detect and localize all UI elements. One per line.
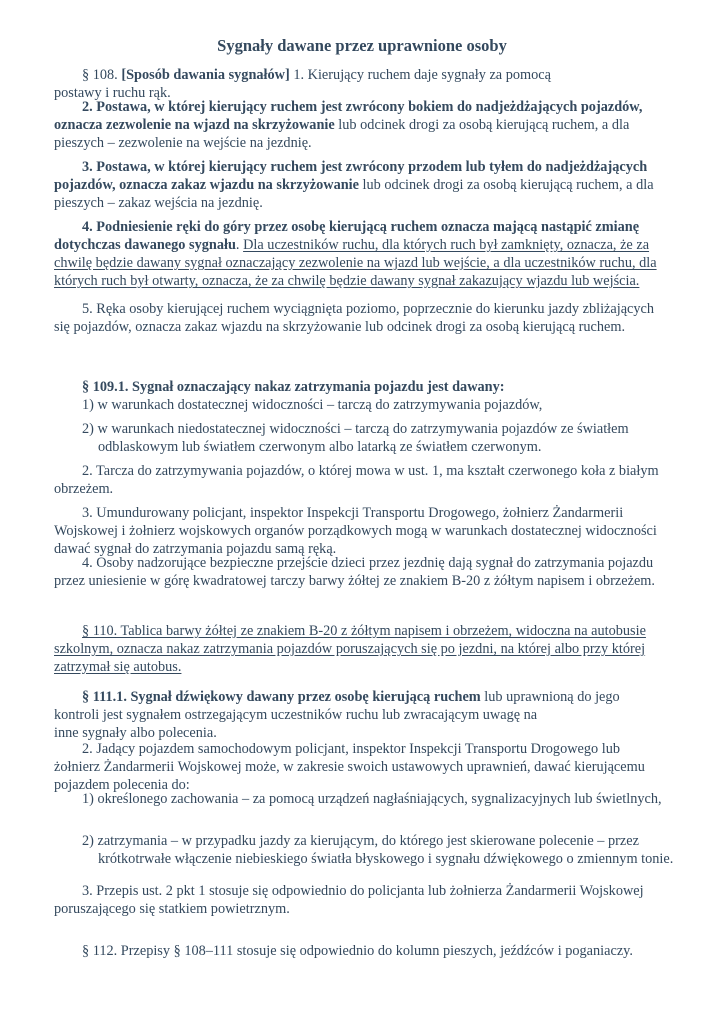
s109-paragraph-4: 4. Osoby nadzorujące bezpieczne przejście dzieci przez jezdnię dają sygnał do zatrzymania pojazdu przez uniesienie w górę kwadratowej tarczy barwy żółtej ze znakiem B-20 z żółtym napisem i obrzeżem. (54, 555, 656, 589)
s108-p1-text-cont: postawy i ruchu rąk. (54, 85, 171, 101)
s111-p1-text: lub uprawnioną do jego kontroli jest sygnałem ostrzegającym uczestników ruchu lub zwracającym uwagę na (54, 689, 620, 723)
s108-number: § 108. (82, 67, 122, 83)
s108-paragraph-4 (54, 218, 668, 290)
s111-paragraph-2: 2. Jadący pojazdem samochodowym policjant, inspektor Inspekcji Transportu Drogowego lub żołnierz Żandarmerii Wojskowej może, w zakresie swoich ustawowych uprawnień, dawać kierującemu pojazdem polecenia do: (54, 741, 645, 793)
s109-paragraph-2: 2. Tarcza do zatrzymywania pojazdów, o której mowa w ust. 1, ma kształt czerwonego koła z białym obrzeżem. (54, 463, 659, 497)
s108-p3-bold: 3. Postawa, w której kierujący ruchem jest zwrócony przodem lub tyłem do nadjeżdżających pojazdów, oznacza zakaz wjazdu na skrzyżowanie (54, 159, 648, 193)
s111-item-1: 1) określonego zachowania – za pomocą urządzeń nagłaśniających, sygnalizacyjnych lub świetlnych, (82, 791, 662, 807)
s108-paragraph-1 (54, 66, 668, 102)
s108-heading: [Sposób dawania sygnałów] (121, 67, 290, 83)
s108-p3-text: lub odcinek drogi za osobą kierującą ruchem, a dla pieszych – zakaz wejścia na jezdnię. (54, 177, 654, 211)
s108-p2-text: lub odcinek drogi za osobą kierującą ruchem, a dla pieszych – zezwolenie na wejście na jezdnię. (54, 117, 630, 151)
s111-heading: § 111.1. Sygnał dźwiękowy dawany przez osobę kierującą ruchem (82, 689, 481, 705)
s111-item-2: 2) zatrzymania – w przypadku jazdy za kierującym, do którego jest skierowane polecenie – przez krótkotrwałe włączenie niebieskiego światła błyskowego i sygnału dźwiękowego o zmiennym tonie. (82, 833, 674, 867)
s109-heading: § 109.1. Sygnał oznaczający nakaz zatrzymania pojazdu jest dawany: (82, 379, 505, 395)
s111-paragraph-3: 3. Przepis ust. 2 pkt 1 stosuje się odpowiednio do policjanta lub żołnierza Żandarmerii Wojskowej poruszającego się statkiem powietrznym. (54, 883, 644, 917)
s108-p4-underlined: Dla uczestników ruchu, dla których ruch był zamknięty, oznacza, że za chwilę będzie dawany sygnał oznaczający zezwolenie na wjazd lub wejście, a dla uczestników ruchu, dla których ruch był otwarty, oznacza, że za chwilę będzie dawany sygnał zakazujący wjazdu lub wejścia. (54, 237, 657, 289)
s108-p4-dot: . (235, 237, 244, 253)
s108-p4-bold: 4. Podniesienie ręki do góry przez osobę kierującą ruchem oznacza mającą nastąpić zmianę dotychczas dawanego sygnału (54, 219, 640, 253)
s111-paragraph-1 (54, 688, 668, 742)
s110-paragraph: § 110. Tablica barwy żółtej ze znakiem B-20 z żółtym napisem i obrzeżem, widoczna na autobusie szkolnym, oznacza nakaz zatrzymania pojazdów poruszających się po jezdni, na której albo przy której zatrzymał się autobus. (54, 623, 646, 675)
s108-paragraph-2 (54, 98, 668, 152)
s108-paragraph-5: 5. Ręka osoby kierującej ruchem wyciągnięta poziomo, poprzecznie do kierunku jazdy zbliżających się pojazdów, oznacza zakaz wjazdu na skrzyżowanie lub odcinek drogi za osobą kierującą ruchem. (54, 301, 655, 335)
s108-paragraph-3 (54, 158, 668, 212)
s108-p1-text: 1. Kierujący ruchem daje sygnały za pomocą (289, 67, 551, 83)
s108-p2-bold: 2. Postawa, w której kierujący ruchem jest zwrócony bokiem do nadjeżdżających pojazdów, oznacza zezwolenie na wjazd na skrzyżowanie (54, 99, 643, 133)
s109-item-1: 1) w warunkach dostatecznej widoczności – tarczą do zatrzymywania pojazdów, (82, 397, 543, 413)
s109-paragraph-3: 3. Umundurowany policjant, inspektor Inspekcji Transportu Drogowego, żołnierz Żandarmerii Wojskowej i żołnierz wojskowych organów porządkowych mogą w warunkach dostatecznej widoczności dawać sygnał do zatrzymania pojazdu samą ręką. (54, 505, 657, 557)
s112-paragraph: § 112. Przepisy § 108–111 stosuje się odpowiednio do kolumn pieszych, jeźdźców i poganiaczy. (82, 943, 633, 959)
s109-item-2: 2) w warunkach niedostatecznej widoczności – tarczą do zatrzymywania pojazdów ze światłem odblaskowym lub światłem czerwonym albo latarką ze światłem czerwonym. (82, 421, 629, 455)
s111-p1-text-cont: inne sygnały albo polecenia. (54, 725, 217, 741)
page-title: Sygnały dawane przez uprawnione osoby (217, 36, 507, 55)
